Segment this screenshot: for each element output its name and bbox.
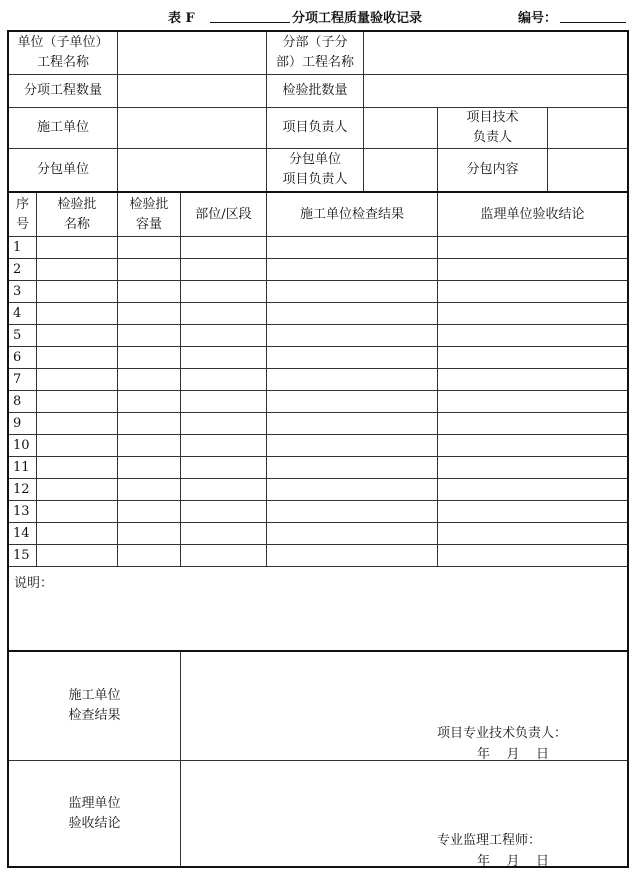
table-cell[interactable] <box>118 523 181 545</box>
table-cell[interactable] <box>37 281 118 303</box>
table-cell[interactable] <box>118 545 181 567</box>
row-index: 5 <box>9 325 37 347</box>
table-cell[interactable] <box>181 347 267 369</box>
table-cell[interactable] <box>118 303 181 325</box>
sub-item-count-value[interactable] <box>118 75 267 108</box>
table-cell[interactable] <box>267 369 438 391</box>
col-header-batch-capacity: 检验批 容量 <box>118 193 181 237</box>
supervision-signer-label: 专业监理工程师： <box>437 833 542 848</box>
project-tech-lead-label: 项目技术 负责人 <box>438 108 548 149</box>
table-cell[interactable] <box>181 369 267 391</box>
row-index: 9 <box>9 413 37 435</box>
number-label: 编号： <box>518 11 558 26</box>
table-cell[interactable] <box>267 259 438 281</box>
row-index: 14 <box>9 523 37 545</box>
row-index: 7 <box>9 369 37 391</box>
table-cell[interactable] <box>267 457 438 479</box>
table-cell[interactable] <box>438 303 627 325</box>
table-cell[interactable] <box>267 523 438 545</box>
table-cell[interactable] <box>267 545 438 567</box>
project-tech-lead-value[interactable] <box>548 108 627 149</box>
construction-check-label: 施工单位 检查结果 <box>9 652 181 761</box>
subcontractor-value[interactable] <box>118 149 267 192</box>
table-cell[interactable] <box>181 391 267 413</box>
batch-count-value[interactable] <box>364 75 627 108</box>
table-cell[interactable] <box>37 523 118 545</box>
row-index: 4 <box>9 303 37 325</box>
table-cell[interactable] <box>438 259 627 281</box>
table-cell[interactable] <box>118 435 181 457</box>
row-index: 15 <box>9 545 37 567</box>
table-cell[interactable] <box>181 523 267 545</box>
subcontractor-manager-label: 分包单位 项目负责人 <box>267 149 364 192</box>
subcontract-content-value[interactable] <box>548 149 627 192</box>
table-cell[interactable] <box>267 303 438 325</box>
row-index: 1 <box>9 237 37 259</box>
table-cell[interactable] <box>37 259 118 281</box>
table-cell[interactable] <box>267 501 438 523</box>
sub-item-count-label: 分项工程数量 <box>9 75 118 108</box>
construction-unit-label: 施工单位 <box>9 108 118 149</box>
table-cell[interactable] <box>118 391 181 413</box>
table-cell[interactable] <box>181 479 267 501</box>
table-cell[interactable] <box>438 281 627 303</box>
unit-project-name-value[interactable] <box>118 32 267 75</box>
table-cell[interactable] <box>267 391 438 413</box>
table-cell[interactable] <box>438 237 627 259</box>
construction-check-area[interactable] <box>181 652 627 761</box>
table-cell[interactable] <box>37 435 118 457</box>
col-header-batch-name: 检验批 名称 <box>37 193 118 237</box>
table-cell[interactable] <box>267 281 438 303</box>
table-cell[interactable] <box>181 325 267 347</box>
batch-count-label: 检验批数量 <box>267 75 364 108</box>
table-cell[interactable] <box>438 435 627 457</box>
row-index: 11 <box>9 457 37 479</box>
table-cell[interactable] <box>181 237 267 259</box>
col-header-construction-result: 施工单位检查结果 <box>267 193 438 237</box>
table-cell[interactable] <box>438 413 627 435</box>
project-manager-value[interactable] <box>364 108 438 149</box>
table-cell[interactable] <box>37 369 118 391</box>
table-cell[interactable] <box>118 325 181 347</box>
table-cell[interactable] <box>438 545 627 567</box>
table-cell[interactable] <box>37 347 118 369</box>
table-cell[interactable] <box>267 479 438 501</box>
subcontractor-manager-value[interactable] <box>364 149 438 192</box>
table-cell[interactable] <box>37 545 118 567</box>
subcontractor-label: 分包单位 <box>9 149 118 192</box>
table-cell[interactable] <box>267 237 438 259</box>
table-cell[interactable] <box>438 325 627 347</box>
construction-signer-label: 项目专业技术负责人： <box>437 726 568 741</box>
supervision-date: 年 月 日 <box>477 854 550 869</box>
table-cell[interactable] <box>37 413 118 435</box>
unit-project-name-label: 单位（子单位） 工程名称 <box>9 32 118 75</box>
supervision-check-label: 监理单位 验收结论 <box>9 761 181 866</box>
supervision-check-area[interactable] <box>181 761 627 866</box>
col-header-supervision-conclusion: 监理单位验收结论 <box>438 193 627 237</box>
row-index: 2 <box>9 259 37 281</box>
prefix-blank-line <box>210 22 290 23</box>
table-cell[interactable] <box>37 501 118 523</box>
table-cell[interactable] <box>118 501 181 523</box>
table-cell[interactable] <box>267 413 438 435</box>
table-cell[interactable] <box>267 347 438 369</box>
notes-label: 说明： <box>14 576 54 591</box>
table-cell[interactable] <box>181 259 267 281</box>
table-cell[interactable] <box>118 259 181 281</box>
construction-unit-value[interactable] <box>118 108 267 149</box>
table-cell[interactable] <box>181 435 267 457</box>
table-cell[interactable] <box>181 457 267 479</box>
table-cell[interactable] <box>181 303 267 325</box>
table-cell[interactable] <box>438 391 627 413</box>
table-cell[interactable] <box>37 237 118 259</box>
col-header-index: 序 号 <box>9 193 37 237</box>
table-cell[interactable] <box>267 325 438 347</box>
row-index: 13 <box>9 501 37 523</box>
row-index: 3 <box>9 281 37 303</box>
table-cell[interactable] <box>438 347 627 369</box>
table-cell[interactable] <box>438 501 627 523</box>
col-header-location: 部位/区段 <box>181 193 267 237</box>
table-cell[interactable] <box>37 457 118 479</box>
table-cell[interactable] <box>37 325 118 347</box>
project-manager-label: 项目负责人 <box>267 108 364 149</box>
construction-date: 年 月 日 <box>477 747 550 762</box>
table-cell[interactable] <box>181 281 267 303</box>
table-cell[interactable] <box>181 545 267 567</box>
row-index: 12 <box>9 479 37 501</box>
table-cell[interactable] <box>118 237 181 259</box>
table-cell[interactable] <box>438 457 627 479</box>
table-cell[interactable] <box>181 501 267 523</box>
number-field[interactable] <box>560 22 626 23</box>
table-prefix: 表 F <box>168 11 195 26</box>
row-index: 10 <box>9 435 37 457</box>
table-cell[interactable] <box>118 479 181 501</box>
table-cell[interactable] <box>118 369 181 391</box>
table-cell[interactable] <box>438 523 627 545</box>
subcontract-content-label: 分包内容 <box>438 149 548 192</box>
table-cell[interactable] <box>118 347 181 369</box>
table-cell[interactable] <box>37 391 118 413</box>
table-cell[interactable] <box>438 479 627 501</box>
row-index: 8 <box>9 391 37 413</box>
table-cell[interactable] <box>181 413 267 435</box>
form-title: 分项工程质量验收记录 <box>292 11 423 26</box>
division-project-name-label: 分部（子分 部）工程名称 <box>267 32 364 75</box>
row-index: 6 <box>9 347 37 369</box>
table-cell[interactable] <box>118 457 181 479</box>
division-project-name-value[interactable] <box>364 32 627 75</box>
table-cell[interactable] <box>37 479 118 501</box>
record-form <box>7 30 629 868</box>
table-cell[interactable] <box>118 413 181 435</box>
form-header <box>0 0 640 30</box>
table-cell[interactable] <box>267 435 438 457</box>
table-cell[interactable] <box>438 369 627 391</box>
table-cell[interactable] <box>37 303 118 325</box>
notes-area[interactable] <box>9 566 627 650</box>
table-cell[interactable] <box>118 281 181 303</box>
